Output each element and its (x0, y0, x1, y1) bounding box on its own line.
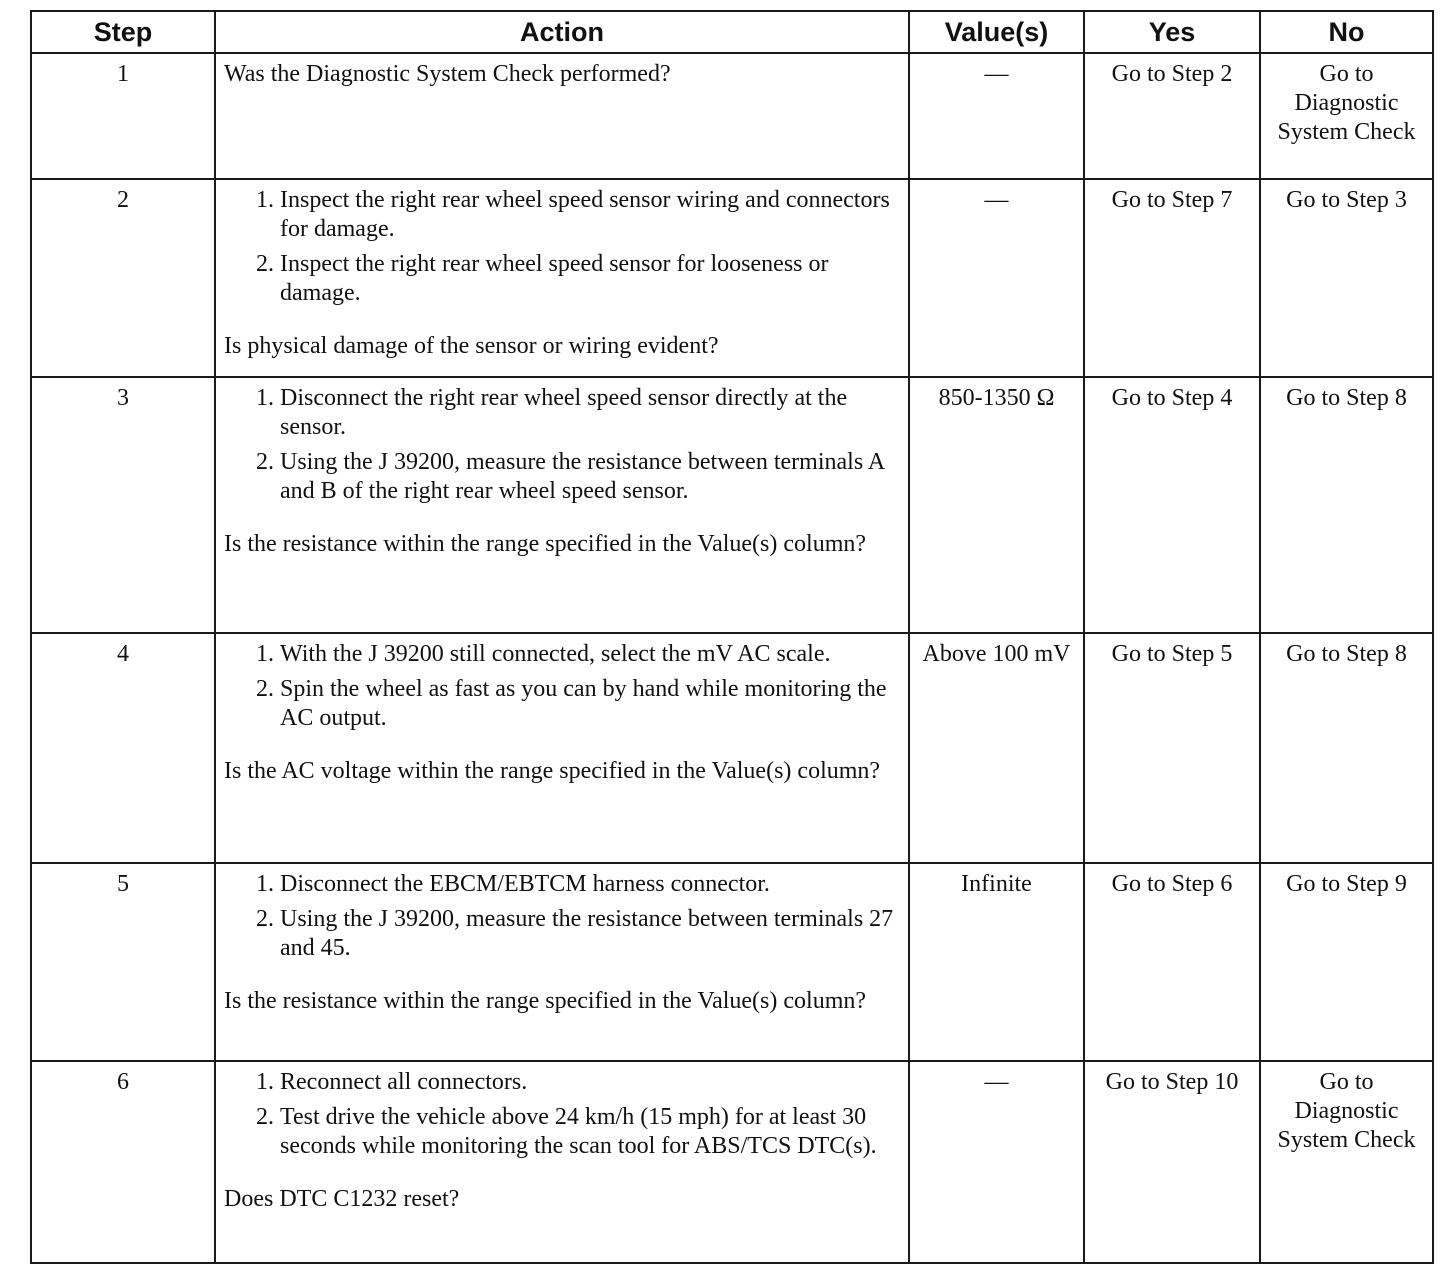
action-step: 2. Inspect the right rear wheel speed sensor for looseness or damage. (280, 250, 900, 308)
table-row (31, 179, 1433, 377)
diagnostic-table (30, 10, 1434, 1264)
action-cell (215, 179, 909, 377)
header-step: Step (31, 11, 215, 53)
action-step: 2. Using the J 39200, measure the resistance between terminals A and B of the right rear wheel speed sensor. (280, 448, 900, 506)
yes-cell: Go to Step 10 (1084, 1061, 1260, 1263)
action-cell (215, 633, 909, 863)
yes-cell: Go to Step 6 (1084, 863, 1260, 1061)
table-row (31, 1061, 1433, 1263)
step-number: 3 (31, 377, 215, 633)
action-question: Is the resistance within the range specified in the Value(s) column? (224, 531, 867, 557)
action-steps (224, 640, 900, 733)
value-cell: Infinite (909, 863, 1084, 1061)
action-steps (224, 384, 900, 506)
action-step: 2. Spin the wheel as fast as you can by hand while monitoring the AC output. (280, 675, 900, 733)
table-row (31, 53, 1433, 179)
action-cell (215, 1061, 909, 1263)
table-body (31, 53, 1433, 1263)
no-cell: Go to Step 9 (1260, 863, 1433, 1061)
action-question: Was the Diagnostic System Check performed? (224, 61, 671, 87)
value-cell: — (909, 179, 1084, 377)
no-cell: Go to Diagnostic System Check (1260, 1061, 1433, 1263)
step-number: 4 (31, 633, 215, 863)
action-question: Is the AC voltage within the range specified in the Value(s) column? (224, 758, 881, 784)
no-cell: Go to Step 8 (1260, 377, 1433, 633)
action-cell (215, 53, 909, 179)
action-steps (224, 870, 900, 963)
action-cell (215, 863, 909, 1061)
action-step: 1. Disconnect the EBCM/EBTCM harness connector. (280, 870, 900, 899)
value-cell: 850-1350 Ω (909, 377, 1084, 633)
value-cell: Above 100 mV (909, 633, 1084, 863)
action-steps (224, 1068, 900, 1161)
header-row (31, 11, 1433, 53)
header-no: No (1260, 11, 1433, 53)
no-cell: Go to Step 8 (1260, 633, 1433, 863)
action-step: 1. Reconnect all connectors. (280, 1068, 900, 1097)
step-number: 6 (31, 1061, 215, 1263)
yes-cell: Go to Step 2 (1084, 53, 1260, 179)
no-cell: Go to Step 3 (1260, 179, 1433, 377)
action-step: 2. Test drive the vehicle above 24 km/h (15 mph) for at least 30 seconds while monitoring the scan tool for ABS/TCS DTC(s). (280, 1103, 900, 1161)
header-action: Action (215, 11, 909, 53)
step-number: 2 (31, 179, 215, 377)
yes-cell: Go to Step 4 (1084, 377, 1260, 633)
step-number: 5 (31, 863, 215, 1061)
action-step: 1. Disconnect the right rear wheel speed sensor directly at the sensor. (280, 384, 900, 442)
no-cell: Go to Diagnostic System Check (1260, 53, 1433, 179)
yes-cell: Go to Step 7 (1084, 179, 1260, 377)
action-step: 1. Inspect the right rear wheel speed sensor wiring and connectors for damage. (280, 186, 900, 244)
header-yes: Yes (1084, 11, 1260, 53)
table-row (31, 863, 1433, 1061)
table-row (31, 633, 1433, 863)
header-values: Value(s) (909, 11, 1084, 53)
action-question: Is physical damage of the sensor or wiring evident? (224, 333, 719, 359)
table-row (31, 377, 1433, 633)
action-question: Is the resistance within the range specified in the Value(s) column? (224, 988, 867, 1014)
yes-cell: Go to Step 5 (1084, 633, 1260, 863)
action-step: 1. With the J 39200 still connected, select the mV AC scale. (280, 640, 900, 669)
action-steps (224, 186, 900, 308)
action-step: 2. Using the J 39200, measure the resistance between terminals 27 and 45. (280, 905, 900, 963)
action-question: Does DTC C1232 reset? (224, 1186, 460, 1212)
step-number: 1 (31, 53, 215, 179)
value-cell: — (909, 1061, 1084, 1263)
value-cell: — (909, 53, 1084, 179)
action-cell (215, 377, 909, 633)
